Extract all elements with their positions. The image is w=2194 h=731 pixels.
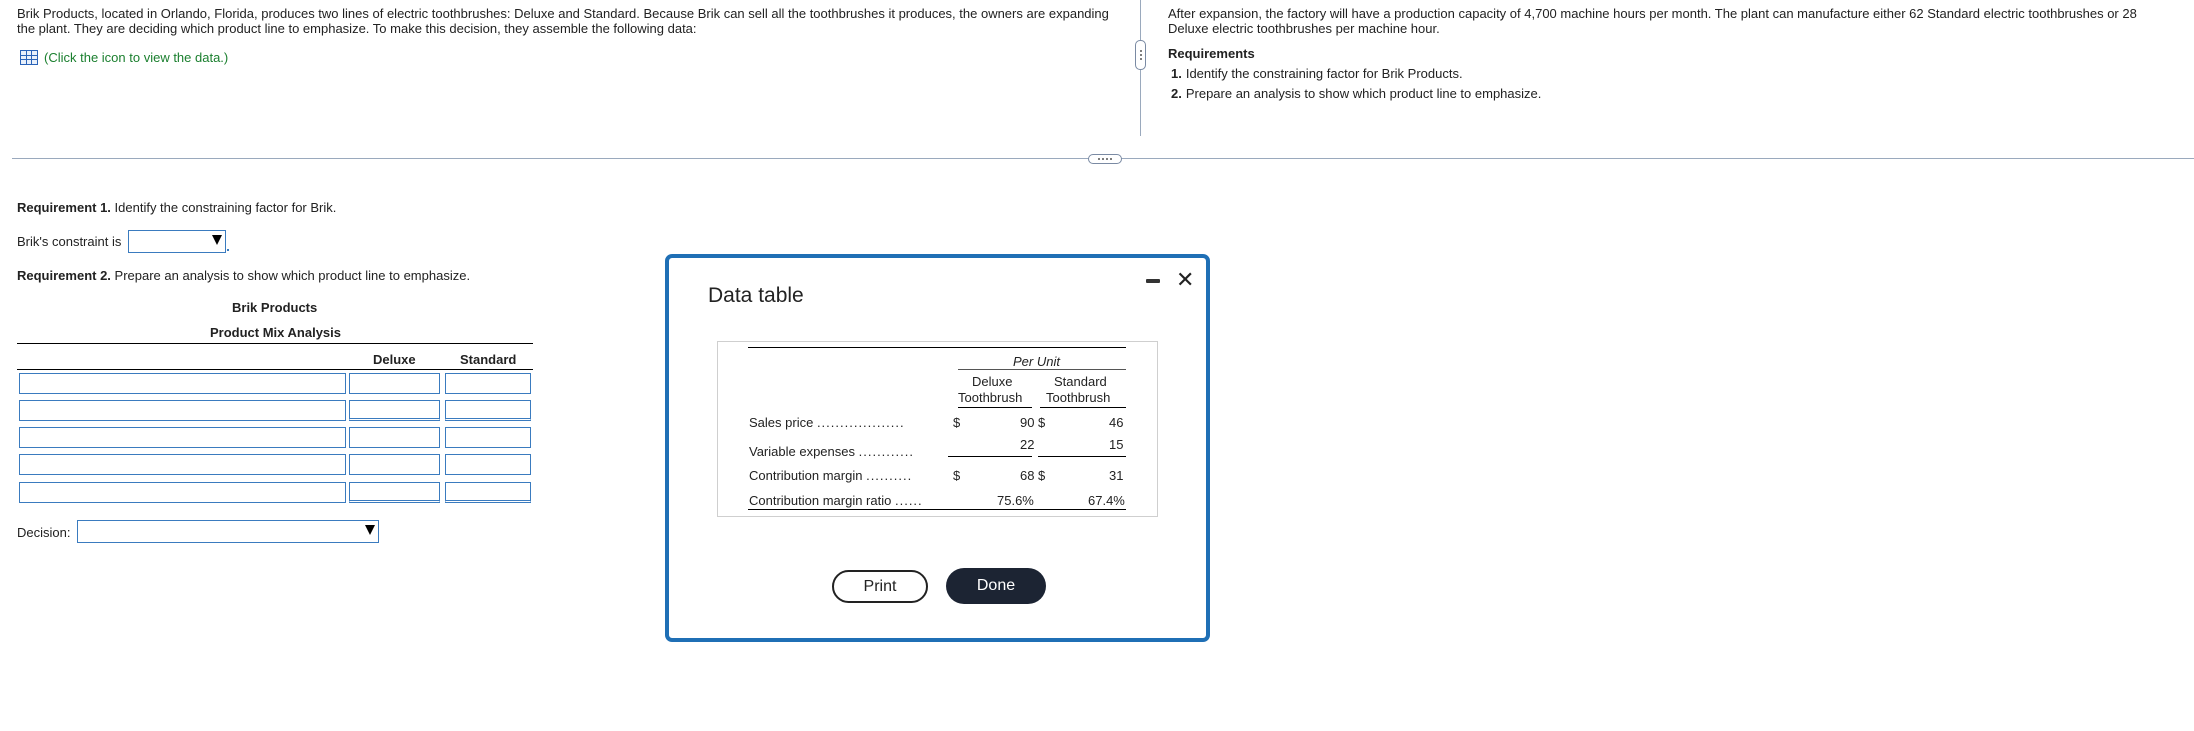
value-standard-variable-expenses: 15 — [1109, 437, 1124, 452]
currency-symbol: $ — [953, 415, 961, 430]
analysis-row-label-input[interactable] — [19, 454, 346, 475]
analysis-standard-input[interactable] — [445, 427, 531, 448]
done-button[interactable]: Done — [946, 568, 1046, 604]
col-header-standard: Standard — [1054, 374, 1107, 389]
col-header-deluxe-line2: Toothbrush — [958, 390, 1023, 405]
value-standard-sales-price: 46 — [1109, 415, 1124, 430]
data-table-bottom-rule — [748, 509, 1126, 510]
column-header-standard: Standard — [460, 352, 517, 367]
requirement-item: 2. Prepare an analysis to show which product line to emphasize. — [1171, 86, 1542, 101]
data-table-top-rule — [748, 347, 1126, 348]
analysis-row-label-input[interactable] — [19, 373, 346, 394]
value-deluxe-variable-expenses: 22 — [1020, 437, 1035, 452]
value-deluxe-cm-ratio: 75.6% — [997, 493, 1034, 508]
requirements-list — [1171, 64, 1541, 104]
analysis-row-label-input[interactable] — [19, 482, 346, 503]
row-label-sales-price: Sales price ................... — [749, 415, 905, 430]
analysis-row-label-input[interactable] — [19, 400, 346, 421]
value-standard-contribution-margin: 31 — [1109, 468, 1124, 483]
print-button[interactable]: Print — [832, 570, 928, 603]
value-deluxe-sales-price: 90 — [1020, 415, 1035, 430]
requirement2-heading: Requirement 2. Prepare an analysis to show which product line to emphasize. — [17, 268, 471, 283]
col-header-deluxe: Deluxe — [972, 374, 1013, 389]
analysis-standard-input[interactable] — [445, 373, 531, 394]
analysis-deluxe-input[interactable] — [349, 400, 440, 421]
requirement1-heading: Requirement 1. Identify the constraining factor for Brik. — [17, 200, 337, 215]
row-label-variable-expenses: Variable expenses ............ — [749, 444, 914, 459]
table-top-rule — [17, 343, 533, 344]
col-header-standard-line2: Toothbrush — [1046, 390, 1111, 405]
per-unit-header: Per Unit — [1013, 354, 1060, 369]
currency-symbol: $ — [953, 468, 961, 483]
horizontal-splitter-handle[interactable] — [1088, 154, 1122, 164]
currency-symbol: $ — [1038, 415, 1046, 430]
analysis-standard-input[interactable] — [445, 482, 531, 503]
analysis-standard-input[interactable] — [445, 454, 531, 475]
analysis-deluxe-input[interactable] — [349, 373, 440, 394]
row-label-contribution-margin: Contribution margin .......... — [749, 468, 913, 483]
chevron-down-icon[interactable] — [365, 525, 375, 535]
view-data-link-label[interactable]: (Click the icon to view the data.) — [44, 50, 229, 65]
header-rule — [17, 369, 533, 370]
modal-title: Data table — [708, 284, 804, 307]
analysis-standard-input[interactable] — [445, 400, 531, 421]
subtotal-rule-standard — [1038, 456, 1126, 457]
analysis-deluxe-input[interactable] — [349, 427, 440, 448]
analysis-company-name: Brik Products — [232, 300, 318, 315]
col-header-rule-standard — [1040, 407, 1126, 408]
col-header-rule-deluxe — [958, 407, 1032, 408]
requirements-heading: Requirements — [1168, 46, 1255, 61]
chevron-down-icon[interactable] — [212, 235, 222, 245]
analysis-title: Product Mix Analysis — [210, 325, 341, 340]
problem-intro-text: Brik Products, located in Orlando, Florida, produces two lines of electric toothbrushes: Deluxe and Standard. Because Brik can sell all the toothbrushes it produces, the owners are expanding the plant. They are deciding which product line to emphasize. To make this decision, they assemble the following data: — [17, 6, 1109, 36]
vertical-splitter-handle[interactable] — [1135, 40, 1146, 70]
view-data-link[interactable] — [20, 50, 228, 65]
decision-label: Decision: — [17, 525, 71, 540]
value-standard-cm-ratio: 67.4% — [1088, 493, 1125, 508]
constraint-label: Brik's constraint is — [17, 234, 122, 249]
per-unit-rule — [958, 369, 1126, 370]
expansion-info-text: After expansion, the factory will have a production capacity of 4,700 machine hours per month. The plant can manufacture either 62 Standard electric toothbrushes or 28 Deluxe electric toothbrushes per machine hour. — [1168, 6, 2137, 36]
currency-symbol: $ — [1038, 468, 1046, 483]
requirement-item: 1. Identify the constraining factor for Brik Products. — [1171, 66, 1463, 81]
analysis-row-label-input[interactable] — [19, 427, 346, 448]
analysis-deluxe-input[interactable] — [349, 482, 440, 503]
subtotal-rule-deluxe — [948, 456, 1032, 457]
constraint-dropdown[interactable] — [128, 230, 226, 253]
value-deluxe-contribution-margin: 68 — [1020, 468, 1035, 483]
decision-dropdown[interactable] — [77, 520, 379, 543]
close-icon[interactable]: ✕ — [1176, 267, 1195, 292]
table-grid-icon[interactable] — [20, 50, 38, 65]
column-header-deluxe: Deluxe — [373, 352, 416, 367]
row-label-contribution-margin-ratio: Contribution margin ratio ...... — [749, 493, 923, 508]
minimize-icon[interactable] — [1146, 279, 1160, 283]
analysis-deluxe-input[interactable] — [349, 454, 440, 475]
